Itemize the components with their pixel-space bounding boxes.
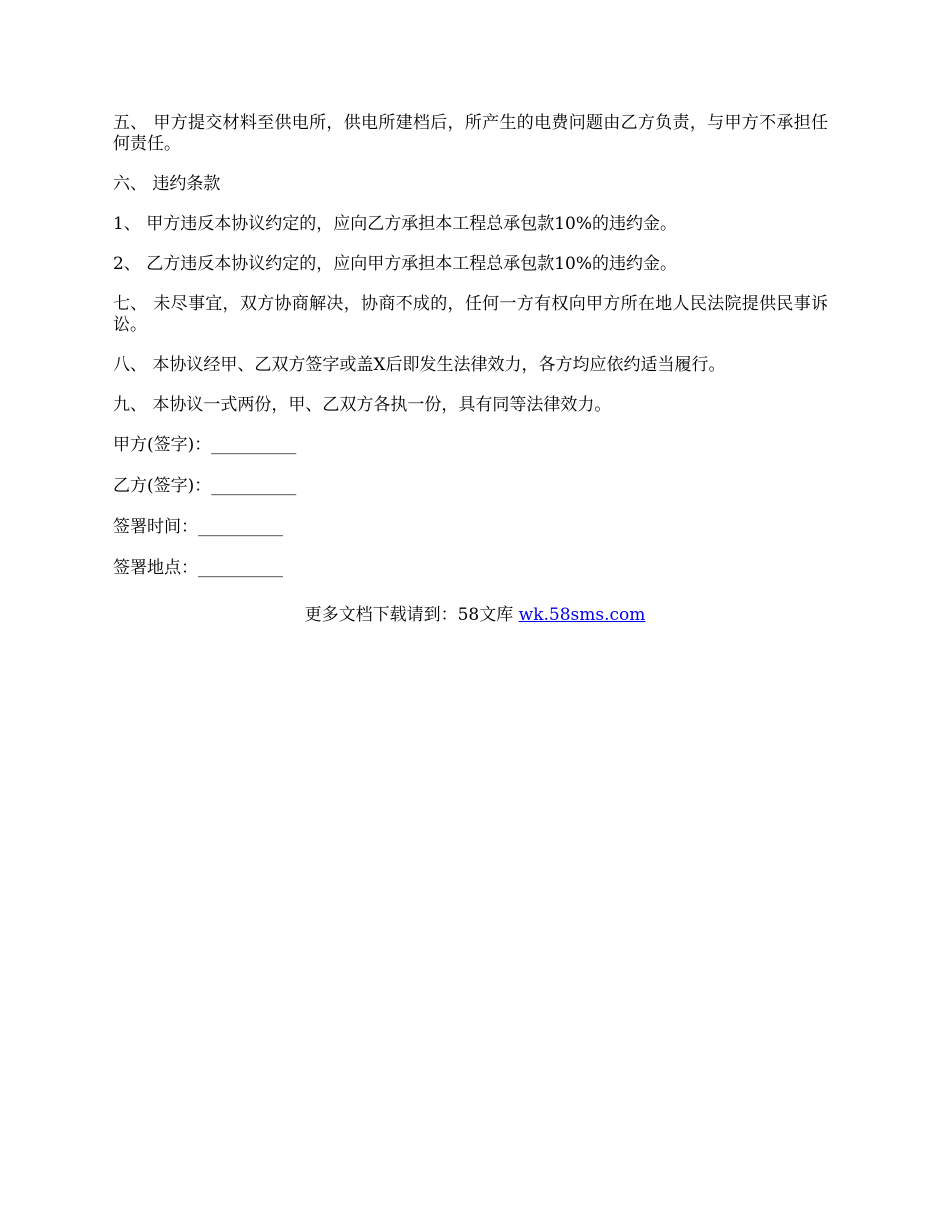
clause-seven: 七、 未尽事宜，双方协商解决，协商不成的，任何一方有权向甲方所在地人民法院提供民事诉讼。 bbox=[113, 294, 828, 335]
signing-date: 签署时间：__________ bbox=[113, 517, 283, 537]
party-a-signature: 甲方(签字)：__________ bbox=[113, 435, 297, 455]
clause-six-item-1: 1、 甲方违反本协议约定的，应向乙方承担本工程总承包款10%的违约金。 bbox=[113, 214, 678, 234]
clause-five: 五、 甲方提交材料至供电所，供电所建档后，所产生的电费问题由乙方负责，与甲方不承担任何责任。 bbox=[113, 113, 828, 154]
party-b-signature: 乙方(签字)：__________ bbox=[113, 476, 297, 496]
document-body bbox=[113, 113, 828, 599]
clause-six-item-2: 2、 乙方违反本协议约定的，应向甲方承担本工程总承包款10%的违约金。 bbox=[113, 254, 678, 274]
clause-eight: 八、 本协议经甲、乙双方签字或盖X后即发生法律效力，各方均应依约适当履行。 bbox=[113, 355, 726, 375]
clause-six-heading: 六、 违约条款 bbox=[113, 174, 221, 194]
footer-link[interactable]: wk.58sms.com bbox=[518, 605, 646, 625]
footer-text: 更多文档下载请到：58文库 bbox=[304, 605, 519, 625]
download-footer bbox=[0, 605, 950, 626]
clause-nine: 九、 本协议一式两份，甲、乙双方各执一份，具有同等法律效力。 bbox=[113, 395, 612, 415]
signing-place: 签署地点：__________ bbox=[113, 558, 283, 578]
